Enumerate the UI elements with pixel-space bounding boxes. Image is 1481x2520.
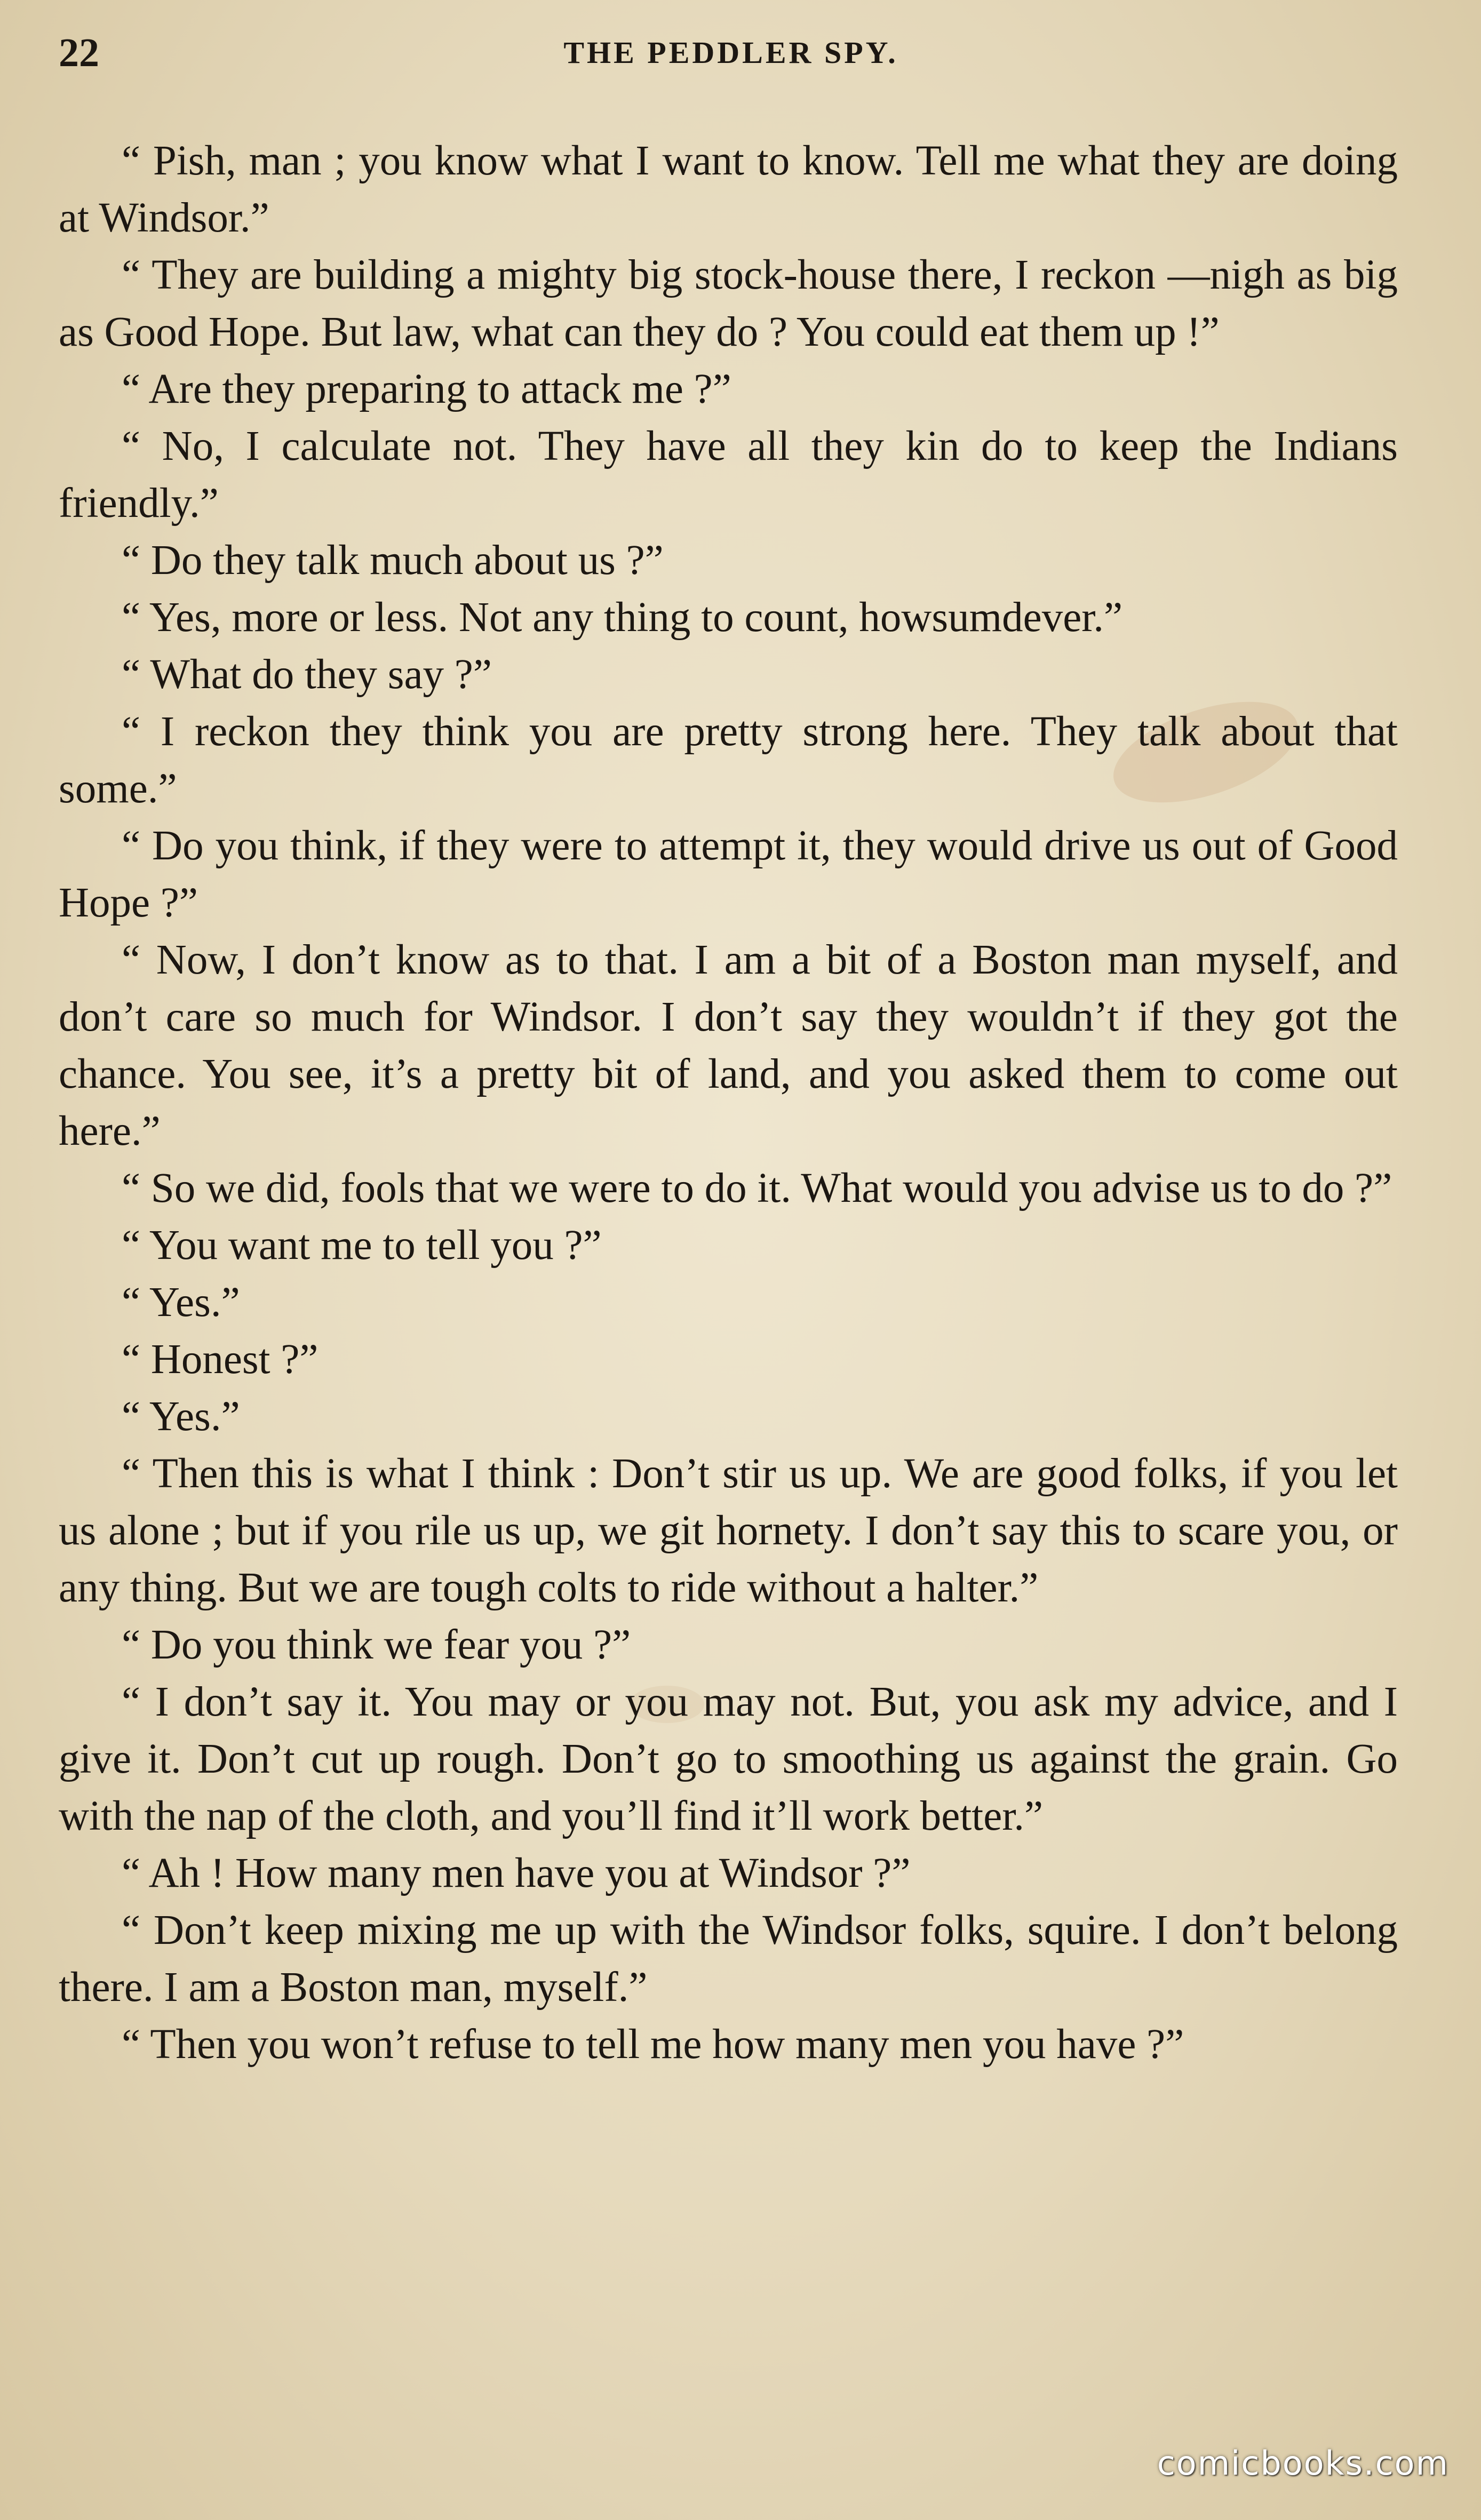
paragraph: “ Don’t keep mixing me up with the Windsor folks, squire. I don’t belong there. I am a Boston man, myself.”: [59, 1907, 1398, 2011]
book-title: THE PEDDLER SPY.: [563, 35, 898, 70]
paragraph: “ Yes.”: [122, 1393, 240, 1440]
paragraph: “ Yes.”: [122, 1279, 240, 1326]
paragraph: “ Do you think we fear you ?”: [122, 1622, 631, 1668]
paragraph: “ Are they preparing to attack me ?”: [122, 366, 731, 412]
paragraph: “ You want me to tell you ?”: [122, 1222, 602, 1269]
page-number: 22: [59, 30, 99, 75]
paragraph: “ Do you think, if they were to attempt it, they would drive us out of Good Hope ?”: [59, 823, 1398, 926]
paragraph: “ Now, I don’t know as to that. I am a bit of a Boston man myself, and don’t care so much for Windsor. I don’t say they wouldn’t if they got the chance. You see, it’s a pretty bit of land, and you asked them to come out here.”: [59, 937, 1398, 1154]
paragraph: “ Ah ! How many men have you at Windsor ?”: [122, 1850, 911, 1896]
watermark: comicbooks.com: [1157, 2444, 1449, 2483]
paragraph: “ Do they talk much about us ?”: [122, 537, 664, 584]
paragraph: “ Then you won’t refuse to tell me how many men you have ?”: [122, 2021, 1184, 2068]
paragraph: “ Then this is what I think : Don’t stir us up. We are good folks, if you let us alone ; but if you rile us up, we git hornety. I don’t say this to scare you, or any thing. But we are tough colts to ride without a halter.”: [59, 1450, 1398, 1611]
paragraph: “ Yes, more or less. Not any thing to count, howsumdever.”: [122, 594, 1123, 641]
paragraph: “ No, I calculate not. They have all they kin do to keep the Indians friendly.”: [59, 423, 1398, 527]
paragraph: “ So we did, fools that we were to do it. What would you advise us to do ?”: [122, 1165, 1392, 1211]
paragraph: “ I reckon they think you are pretty strong here. They talk about that some.”: [59, 708, 1398, 812]
running-head: [59, 23, 1403, 82]
paragraph: “ I don’t say it. You may or you may not. But, you ask my advice, and I give it. Don’t cut up rough. Don’t go to smoothing us against the grain. Go with the nap of the cloth, and you’ll find it’ll work better.”: [59, 1679, 1398, 1839]
paragraph: “ They are building a mighty big stock-house there, I reckon —nigh as big as Good Hope. But law, what can they do ? You could eat them up !”: [59, 252, 1398, 355]
paragraph: “ Pish, man ; you know what I want to know. Tell me what they are doing at Windsor.”: [59, 138, 1398, 241]
body-text: [59, 132, 1398, 2073]
paragraph: “ Honest ?”: [122, 1336, 319, 1383]
paragraph: “ What do they say ?”: [122, 651, 492, 698]
